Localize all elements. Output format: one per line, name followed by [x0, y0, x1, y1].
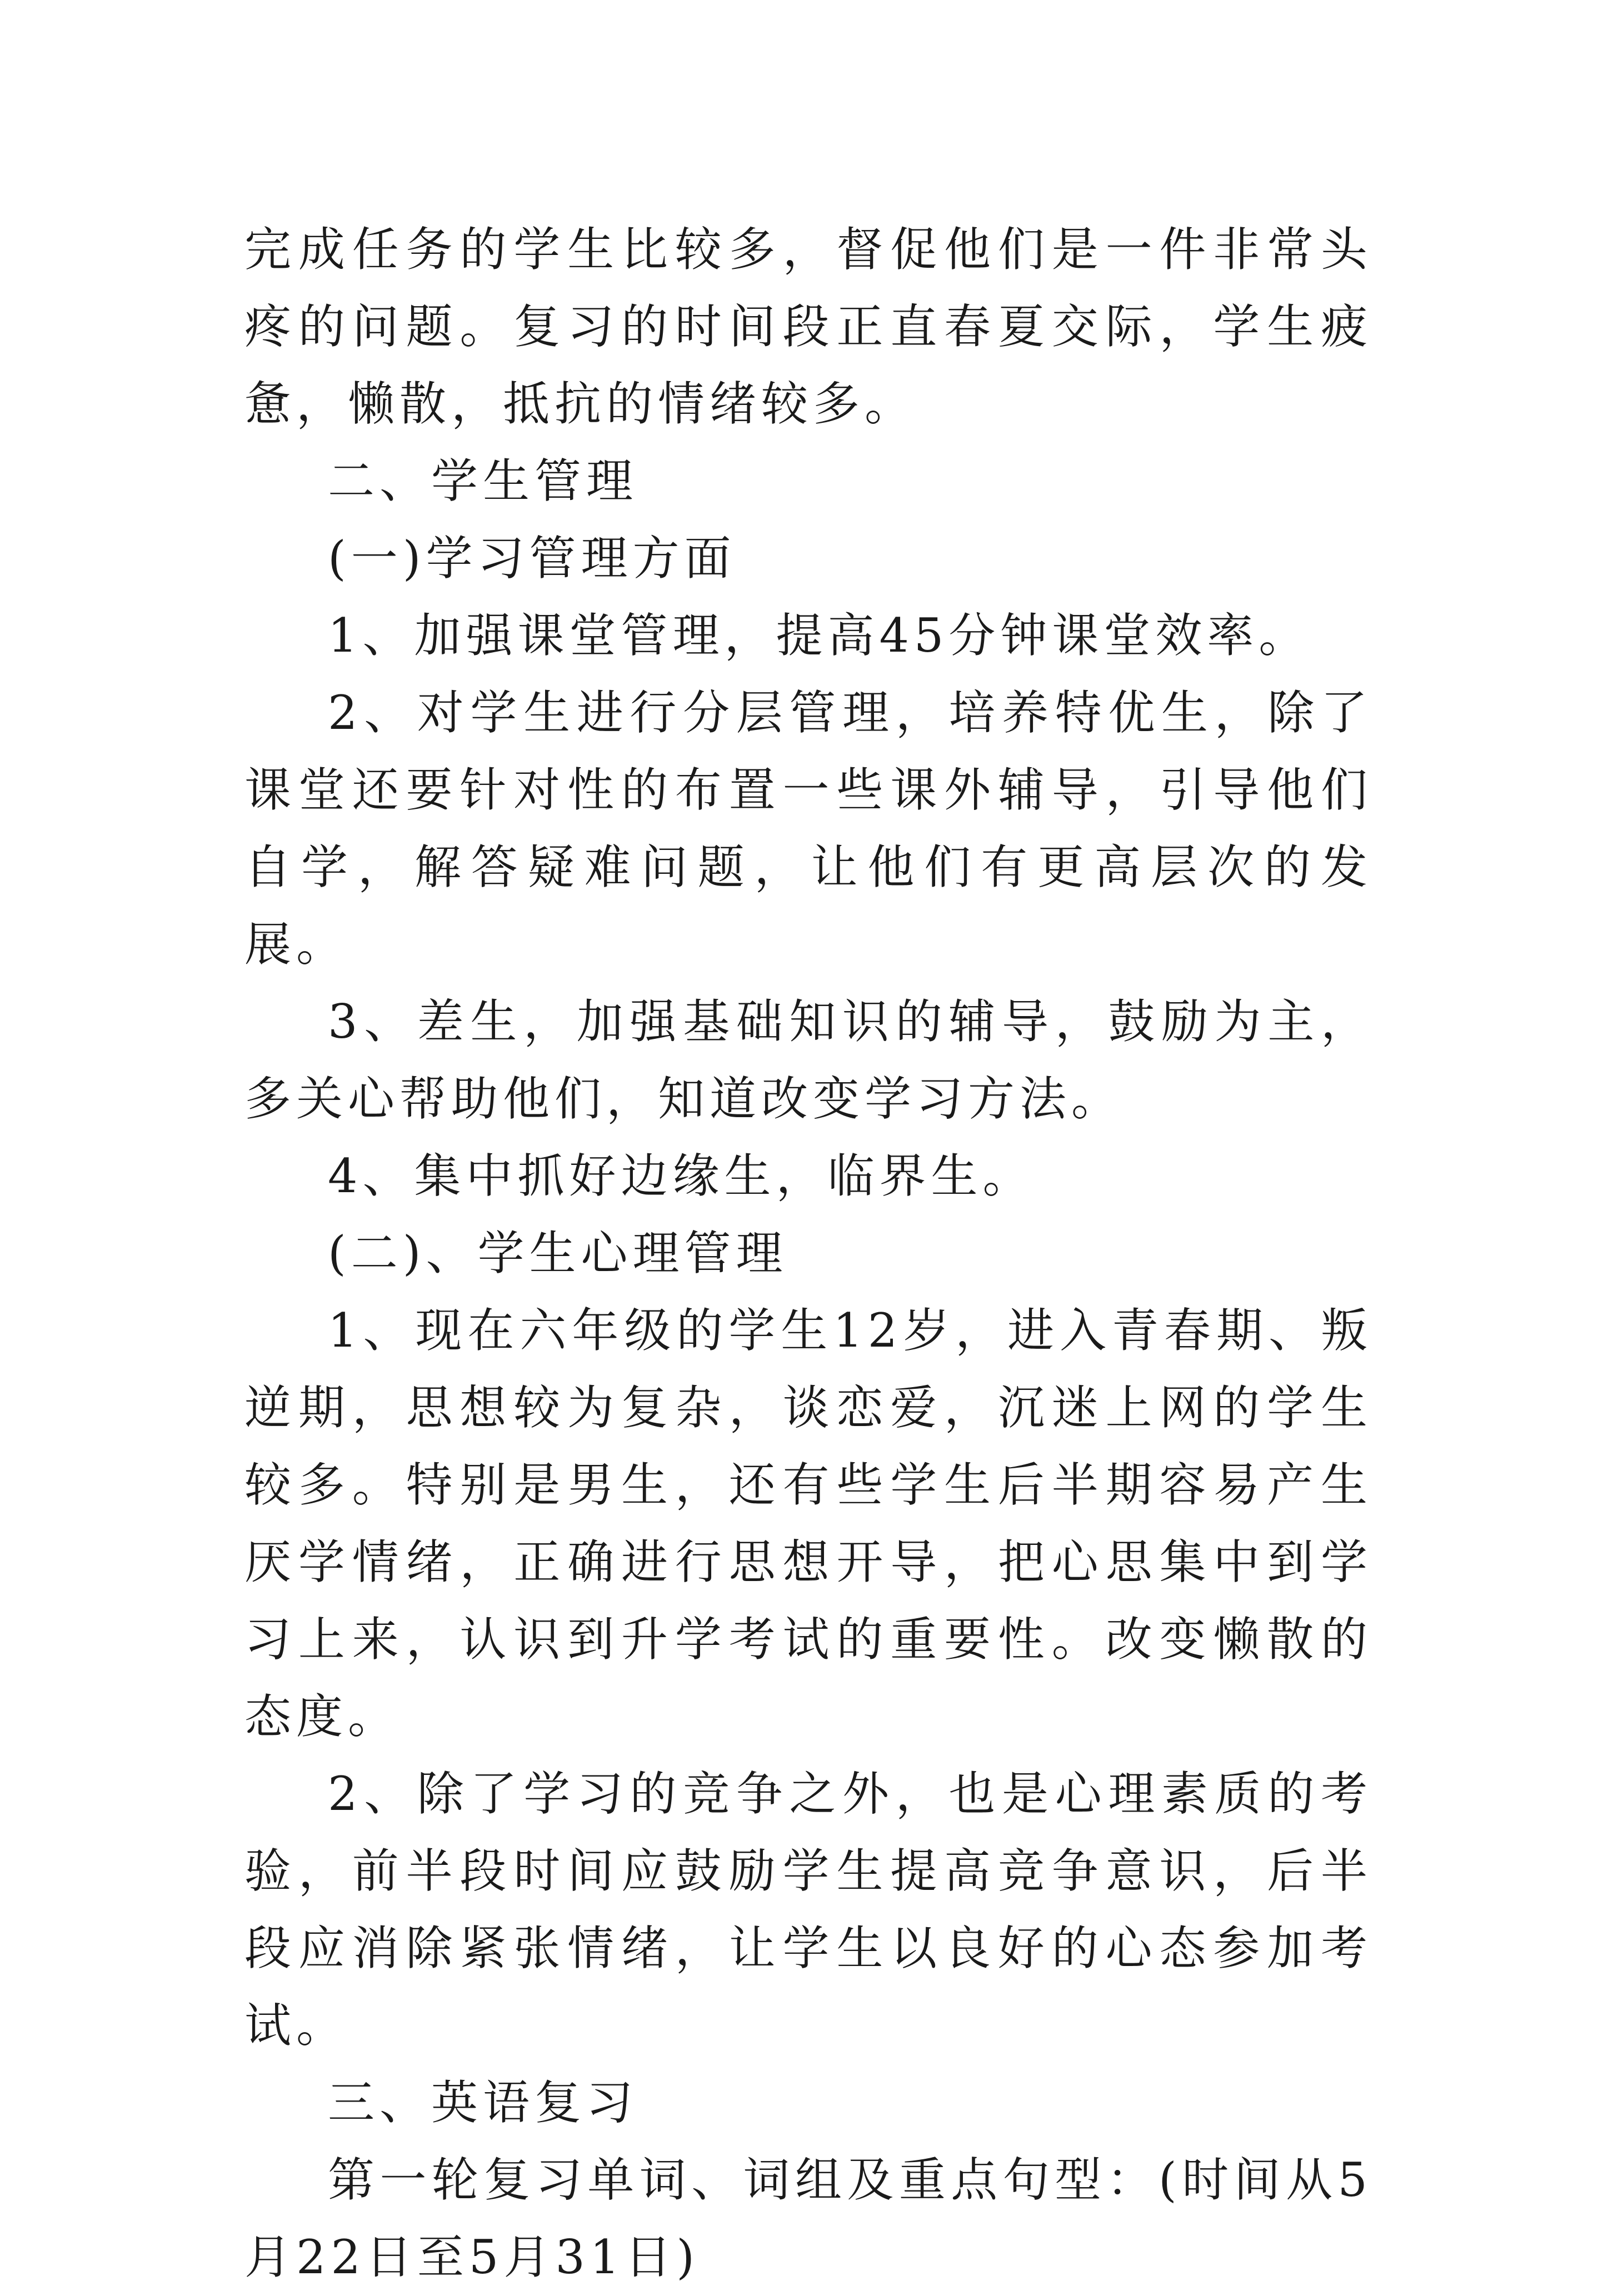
list-item-adolescence: 1、现在六年级的学生12岁，进入青春期、叛逆期，思想较为复杂，谈恋爱，沉迷上网的学生较多。特别是男生，还有些学生后半期容易产生厌学情绪，正确进行思想开导，把心思集中到学习上来，认识到升学考试的重要性。改变懒散的态度。 — [244, 1303, 1372, 1744]
list-item-tiered-management: 2、对学生进行分层管理，培养特优生，除了课堂还要针对性的布置一些课外辅导，引导他们自学，解答疑难问题，让他们有更高层次的发展。 — [244, 686, 1372, 972]
heading-student-management: 二、学生管理 — [328, 454, 638, 508]
document-body — [244, 211, 1372, 2296]
paragraph-first-round: 第一轮复习单词、词组及重点句型：(时间从5月22日至5月31日) — [244, 2153, 1372, 2284]
paragraph-intro: 完成任务的学生比较多，督促他们是一件非常头疼的问题。复习的时间段正直春夏交际，学生疲惫，懒散，抵抗的情绪较多。 — [244, 222, 1372, 431]
list-item-competition: 2、除了学习的竞争之外，也是心理素质的考验，前半段时间应鼓励学生提高竞争意识，后半段应消除紧张情绪，让学生以良好的心态参加考试。 — [244, 1767, 1372, 2053]
list-item-weak-students: 3、差生，加强基础知识的辅导，鼓励为主，多关心帮助他们，知道改变学习方法。 — [244, 994, 1372, 1126]
subheading-study-management: (一)学习管理方面 — [328, 531, 736, 586]
heading-english-review: 三、英语复习 — [328, 2075, 638, 2130]
subheading-psychology-management: (二)、学生心理管理 — [328, 1226, 788, 1280]
list-item-borderline-students: 4、集中抓好边缘生，临界生。 — [328, 1149, 1035, 1203]
list-item-classroom: 1、加强课堂管理，提高45分钟课堂效率。 — [328, 608, 1311, 663]
